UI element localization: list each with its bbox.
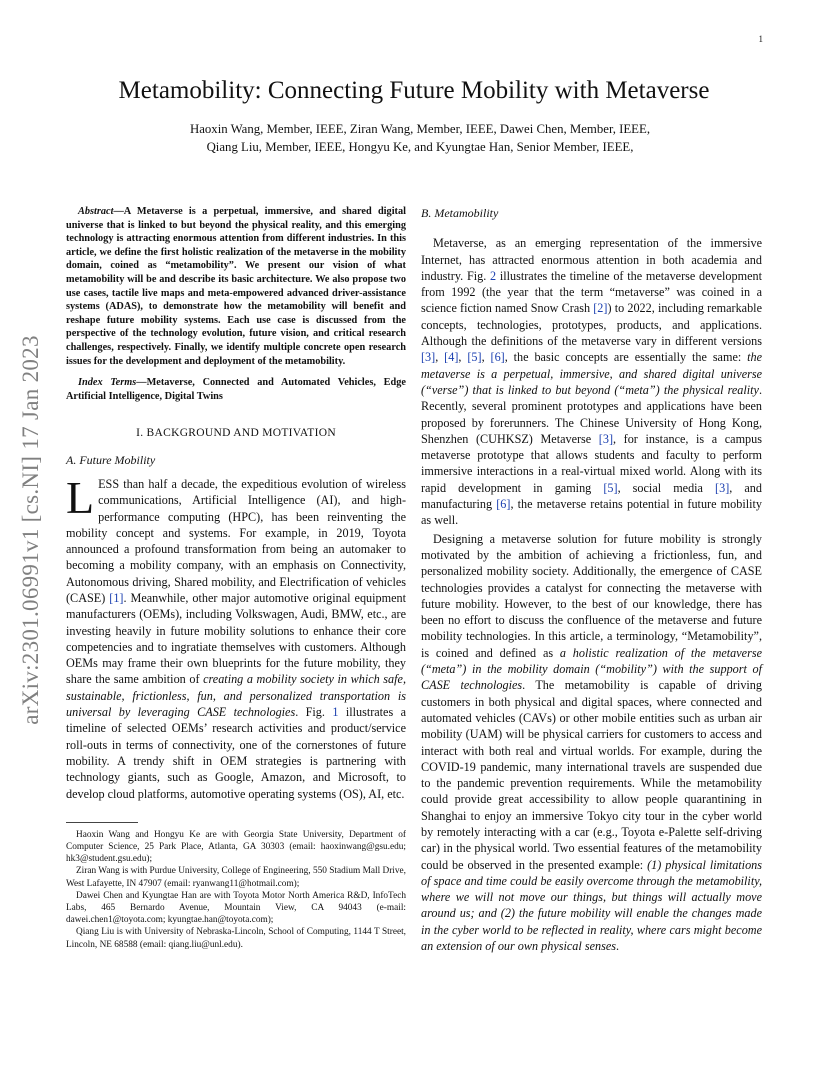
paragraph-text: . [615,939,620,954]
section-heading: I. BACKGROUND AND MOTIVATION [136,427,336,440]
author-line-2: Qiang Liu, Member, IEEE, Hongyu Ke, and Kyungtae Han, Senior Member, IEEE, [206,140,634,154]
abstract-text: —A Metaverse is a perpetual, immersive, and shared digital universe that is linked to but beyond the physical reality, and this emerging technology is attracting enormous attention from different industries. In this article, we define the first holistic realization of the metaverse in the mobility domain, coined as “metamobility”. We present our vision of what metamobility will be and describe its basic architecture. We also propose two use cases, tactile live maps and meta-empowered advanced driver-assistance systems (ADAS), to demonstrate how the metamobility will benefit and reshape future mobility systems. Each use case is discussed from the perspective of the technology evolution, future vision, and critical research challenges, respectively. Finally, we identify multiple concrete open research issues for the development and deployment of the metamobility. [66,206,406,367]
footnote: Dawei Chen and Kyungtae Han are with Toyota Motor North America R&D, InfoTech Labs, 465 Bernardo Avenue, Mountain View, CA 94043 (e-mail: dawei.chen1@toyota.com; kyungtae.han@toyota.com); [66,890,406,926]
abstract [66,205,406,368]
footnote: Qiang Liu is with University of Nebraska-Lincoln, School of Computing, 1144 T Street, Lincoln, NE 68588 (email: qiang.liu@unl.edu). [66,927,406,950]
paragraph-text: . Meanwhile, other major automotive original equipment manufacturers (OEMs), including Volkswagen, Audi, BMW, etc., are investing heavily in future mobility solutions to enhance their core competencies and to ingratiate themselves with customers. Although OEMs may frame their own blueprints for the future mobility, they share the same ambition of [66,590,406,687]
paragraph-text: . The metamobility is capable of driving customers in both physical and digital spaces, where connected and automated vehicles (CAVs) or other mobile entities such as urban air mobility (UAM) will be physical carriers for customers to access and interact with both real and virtual worlds. For example, during the COVID-19 pandemic, many international travels are suspended due to the pandemic prevention requirements. While the metamobility could provide great accessibility to allow people quarantining in Shanghai to enjoy an immersive Tokyo city tour in the cyber world by remotely interacting with a car (e.g., Toyota e-Palette self-driving car) in the physical world. Two essential features of the metamobility could be observed in the presented example: [421,678,762,872]
paragraph-text: . Fig. [295,705,333,720]
paragraph-text: , and manufacturing [421,480,762,512]
footnote: Ziran Wang is with Purdue University, College of Engineering, 550 Stadium Mall Drive, West Lafayette, IN 47907 (email: ryanwang11@hotmail.com); [66,866,406,889]
citation-link[interactable]: [6] [496,497,511,512]
index-terms [66,376,406,403]
arxiv-id: arXiv:2301.06991v1 [cs.NI] 17 Jan 2023 [18,335,43,725]
citation-link[interactable]: [6] [490,350,505,365]
footnote: Haoxin Wang and Hongyu Ke are with Georgia State University, Department of Computer Science, 25 Park Place, Atlanta, GA 30303 (email: haoxinwang@gsu.edu; hk3@student.gsu.edu); [66,829,406,865]
left-column [66,205,406,951]
author-line-1: Haoxin Wang, Member, IEEE, Ziran Wang, Member, IEEE, Dawei Chen, Member, IEEE, [189,122,651,136]
emphasis-text: a holistic realization of the metaverse (“meta”) in the mobility domain (“mobility”) with the support of CASE technologies [421,645,762,693]
subsection-heading-b: B. Metamobility [421,206,499,220]
citation-link[interactable]: [5] [603,480,618,495]
abstract-label: Abstract [78,206,114,217]
metamobility-paragraph-1: Metaverse, as an emerging representation of the immersive Internet, has attracted enormous attention in both academia and industry. Fig. 2 illustrates the timeline of the metaverse development from 1992 (the year that the term “metaverse” was coined in a science fiction named Snow Crash [2]) to 2022, including remarkable concepts, technologies, prototypes, products, and applications. Although the definitions of the metaverse vary in different versions [3], [4], [5], [6], the basic concepts are essentially the same: the metaverse is a perpetual, immersive, and shared digital universe (“verse”) that is linked to but beyond (“meta”) the physical reality. Recently, several prominent prototypes and applications have been proposed by forerunners. The Chinese University of Hong Kong, Shenzhen (CUHKSZ) Metaverse [3], for instance, is a campus metaverse prototype that allows students and faculty to perform immersive interactions in a real-virtual mixed world. Along with its rapid development in gaming [5], social media [3], and manufacturing [6], the metaverse retains potential in future mobility as well. [421,236,763,528]
index-terms-label: Index Terms [78,377,137,389]
author-list [120,120,720,156]
arxiv-watermark [10,300,52,760]
page-number: 1 [758,34,763,44]
paragraph-text: ESS than half a decade, the expeditious evolution of wireless communications, Artificial Intelligence (AI), and high-performance computing (HPC), has been reinventing the mobility concept and systems. For example, in 2019, Toyota announced a profound transformation from being an automaker to becoming a mobility company, with an emphasis on Connectivity, Autonomous driving, Shared mobility, and Electrification of vehicles (CASE) [66,476,406,605]
figure-link[interactable]: 2 [490,268,497,283]
drop-cap: L [66,471,95,523]
paragraph-text: illustrates the timeline of the metaverse development from 1992 (the year that the term “metaverse” was coined in a science fiction named Snow Crash [421,268,762,316]
future-mobility-paragraph [66,471,406,802]
metamobility-paragraph-2 [421,531,762,955]
paragraph-text: illustrates a timeline of selected OEMs’ research activities and product/service roll-outs in terms of connectivity, one of the cornerstones of future mobility. A trendy shift in OEM strategies is partnering with technology giants, such as Google, Amazon, and Microsoft, to develop cloud platforms, automotive operating systems (OS), AI, etc. [66,705,406,801]
emphasis-text: creating a mobility society in which safe, sustainable, frictionless, fun, and personalized transportation is universal by leveraging CASE technologies [66,672,406,720]
paragraph-text: , for instance, is a campus metaverse prototype that allows students and faculty to perform immersive interactions in a real-virtual mixed world. Along with its rapid development in gaming [421,431,762,495]
citation-link[interactable]: [5] [467,350,482,365]
emphasis-text: the metaverse is a perpetual, immersive, and shared digital universe (“verse”) that is linked to but beyond (“meta”) the physical reality [421,350,763,397]
citation-link[interactable]: [3] [421,350,436,365]
footnote-rule [66,822,138,823]
subsection-heading-a: A. Future Mobility [66,452,156,467]
figure-link[interactable]: 1 [332,705,339,720]
emphasis-text: (1) physical limitations of space and time could be easily overcome through the metamobility, where we will not move our things, but things will actually move around us; and (2) the future mobility will enable the changes made in the cyber world to be reflected in reality, where cars might become an extension of our own physical senses [421,857,762,954]
paragraph-text: , the metaverse retains potential in future mobility as well. [421,497,762,528]
paragraph-text: . Recently, several prominent prototypes and applications have been proposed by forerunners. The Chinese University of Hong Kong, Shenzhen (CUHKSZ) Metaverse [421,382,762,446]
citation-link[interactable]: [3] [715,480,730,495]
right-column [421,205,762,954]
paragraph-text: , the basic concepts are essentially the same: [504,350,748,365]
paper-title: Metamobility: Connecting Future Mobility with Metaverse [118,77,710,104]
paragraph-text: , social media [617,480,716,495]
paragraph-text: ) to 2022, including remarkable concepts, technologies, prototypes, products, and applications. Although the definitions of the metaverse vary in different versions [421,301,762,349]
citation-link[interactable]: [2] [593,301,608,316]
citation-link[interactable]: [1] [109,590,124,605]
paragraph-text: Metaverse, as an emerging representation of the immersive Internet, has attracted enormous attention in both academia and industry. Fig. [421,236,762,283]
paragraph-text: Designing a metaverse solution for future mobility is strongly motivated by the ambition of achieving a frictionless, fun, and personalized mobility society. Additionally, the emergence of CASE technologies provides a catalyst for connecting the metaverse with future mobility. However, to the best of our knowledge, there has been no effort to discuss the confluence of the metaverse and future mobility technologies. In this article, a terminology, “Metamobility”, is coined and defined as [421,531,762,660]
index-terms-text: —Metaverse, Connected and Automated Vehicles, Edge Artificial Intelligence, Digital Twins [66,377,406,402]
citation-link[interactable]: [3] [598,431,614,446]
citation-link[interactable]: [4] [444,350,459,365]
